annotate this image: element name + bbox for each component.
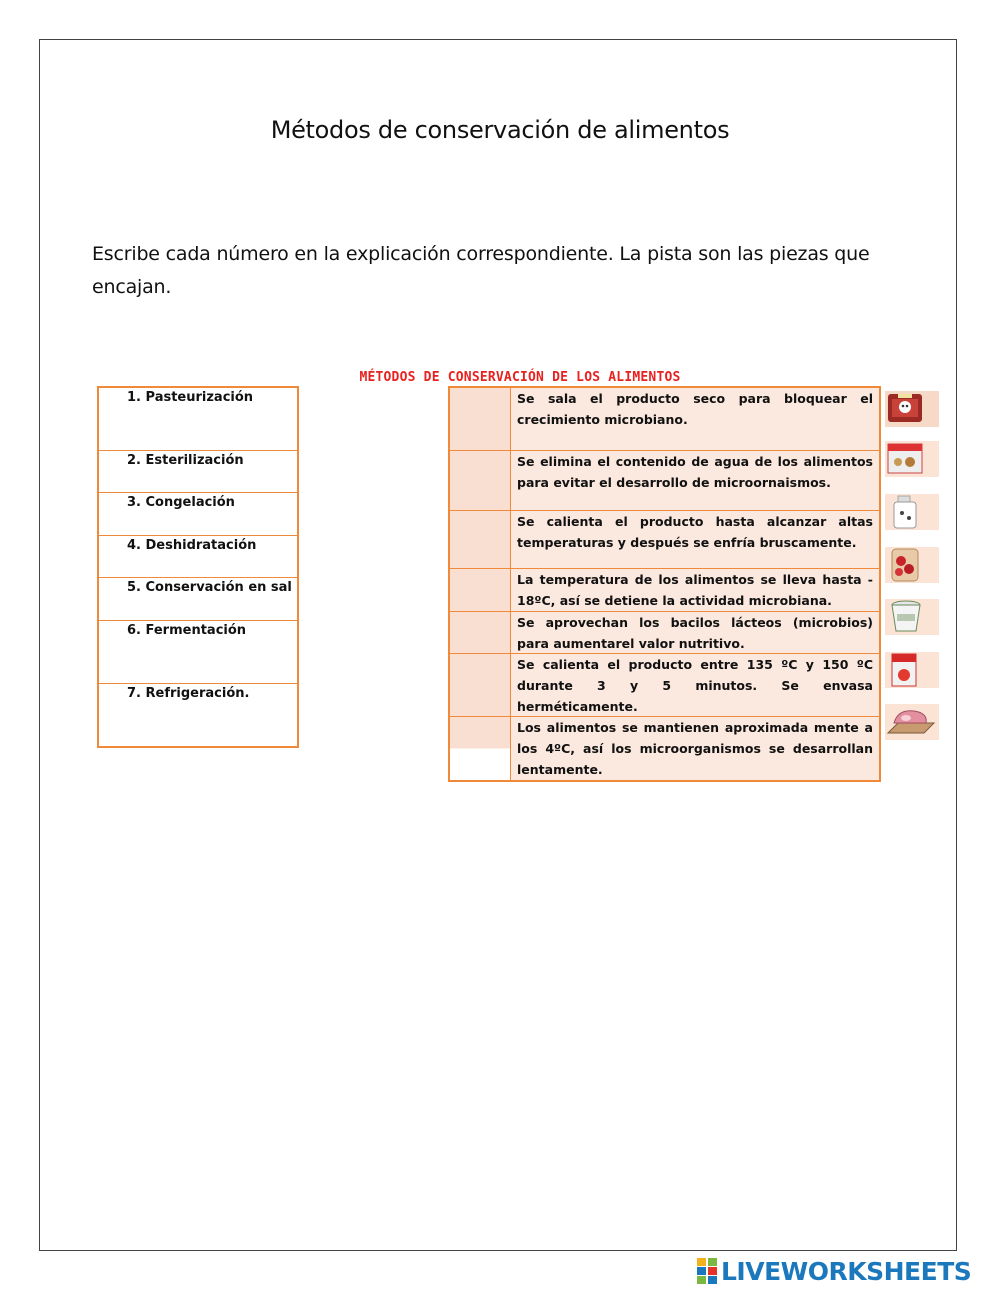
answer-box[interactable] [450,654,511,716]
answer-box[interactable] [450,511,511,568]
table-title: MÉTODOS DE CONSERVACIÓN DE LOS ALIMENTOS [359,370,681,385]
method-item: 5. Conservación en sal [99,578,297,621]
descriptions-table [448,386,881,782]
yogurt-cup-icon [884,598,940,636]
description-text: Se aprovechan los bacilos lácteos (microbios) para aumentarel valor nutritivo. [517,615,873,651]
description-text: Los alimentos se mantienen aproximada mente a los 4ºC, así los microorganismos se desarrollan lentamente. [517,720,873,777]
answer-box[interactable] [450,612,511,653]
answer-box[interactable] [450,569,511,611]
brand-name: LIVEWORKSHEETS [721,1256,972,1286]
liveworksheets-mark-icon [697,1258,717,1284]
milk-bottle-icon [884,493,940,531]
method-item: 4. Deshidratación [99,536,297,578]
description-text: Se sala el producto seco para bloquear el crecimiento microbiano. [517,391,873,427]
table-row [450,654,879,717]
canned-tomato-icon [884,651,940,689]
dried-food-pack-icon [884,440,940,478]
milk-carton-icon [884,390,940,428]
answer-box[interactable] [450,388,511,450]
answer-box[interactable] [450,451,511,510]
method-item: 3. Congelación [99,493,297,536]
description-text: Se elimina el contenido de agua de los alimentos para evitar el desarrollo de microornaismos. [517,454,873,490]
methods-table [97,386,299,748]
page-title: Métodos de conservación de alimentos [270,116,730,144]
cured-ham-icon [884,703,940,741]
table-row [450,451,879,511]
method-item: 6. Fermentación [99,621,297,684]
table-row [450,511,879,569]
method-item: 2. Esterilización [99,451,297,493]
table-row [450,388,879,451]
frozen-strawberries-icon [884,546,940,584]
answer-box[interactable] [450,717,511,780]
method-item: 1. Pasteurización [99,388,297,451]
instructions: Escribe cada número en la explicación correspondiente. La pista son las piezas que encajan. [92,243,870,298]
method-item: 7. Refrigeración. [127,686,250,701]
table-row [450,717,879,780]
table-row [450,569,879,612]
description-text: Se calienta el producto hasta alcanzar altas temperaturas y después se enfría bruscamente. [517,514,873,550]
description-text: La temperatura de los alimentos se lleva hasta - 18ºC, así se detiene la actividad microbiana. [517,572,873,608]
table-row [450,612,879,654]
liveworksheets-logo [697,1256,971,1286]
description-text: Se calienta el producto entre 135 ºC y 150 ºC durante 3 y 5 minutos. Se envasa herméticamente. [517,657,873,714]
